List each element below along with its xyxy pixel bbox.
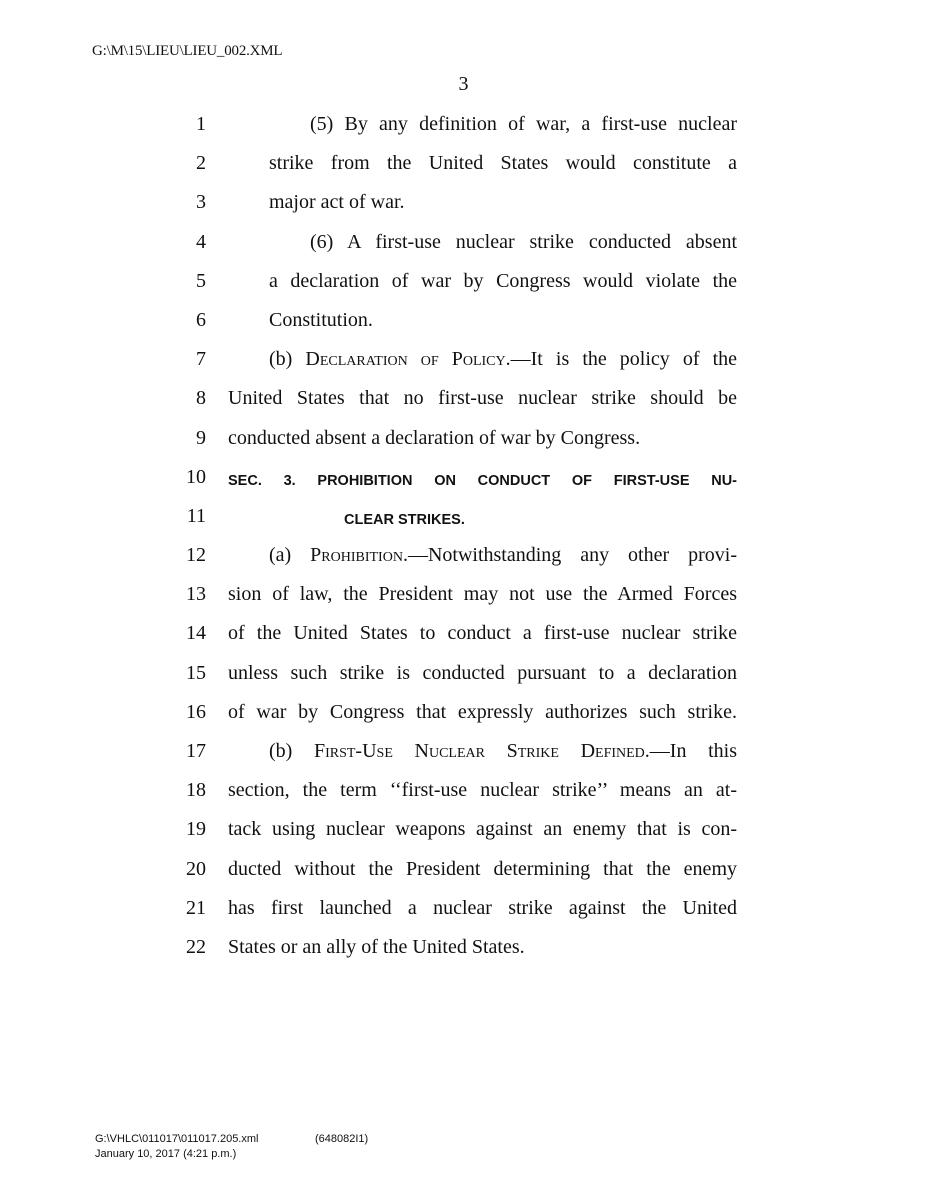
line-number: 14 bbox=[186, 622, 206, 645]
line-number: 15 bbox=[186, 661, 206, 684]
line-number: 22 bbox=[186, 935, 206, 958]
subsection-heading: Prohibition bbox=[310, 544, 403, 567]
bill-line bbox=[0, 300, 927, 339]
bill-line bbox=[0, 574, 927, 613]
bill-line bbox=[0, 222, 927, 261]
line-number: 4 bbox=[196, 230, 206, 253]
line-number: 6 bbox=[196, 308, 206, 331]
subsection-heading: First-Use Nuclear Strike Defined bbox=[313, 740, 645, 762]
line-number: 9 bbox=[196, 426, 206, 449]
footer-source-path: G:\VHLC\011017\011017.205.xml bbox=[95, 1133, 259, 1145]
subsection-text: .—In this bbox=[644, 740, 737, 762]
line-text: (5) By any definition of war, a first-use nuclear bbox=[310, 113, 737, 135]
line-text: Constitution. bbox=[269, 308, 373, 331]
line-number: 3 bbox=[196, 191, 206, 214]
line-text: United States that no first-use nuclear strike should be bbox=[228, 387, 737, 410]
bill-line bbox=[0, 418, 927, 457]
subsection-label: (b) bbox=[269, 740, 314, 762]
line-text: of war by Congress that expressly authorizes such strike. bbox=[228, 700, 737, 723]
line-number: 16 bbox=[186, 700, 206, 723]
bill-line bbox=[0, 261, 927, 300]
line-number: 19 bbox=[186, 818, 206, 841]
line-text: tack using nuclear weapons against an enemy that is con- bbox=[228, 818, 737, 841]
bill-line bbox=[0, 378, 927, 417]
line-text: section, the term ‘‘first-use nuclear strike’’ means an at- bbox=[228, 779, 737, 802]
line-number: 21 bbox=[186, 896, 206, 919]
bill-line bbox=[0, 731, 927, 770]
bill-line bbox=[0, 927, 927, 966]
page-number: 3 bbox=[458, 73, 469, 95]
section-heading: SEC. 3. PROHIBITION ON CONDUCT OF FIRST-USE NU- bbox=[228, 472, 737, 489]
bill-line bbox=[0, 535, 927, 574]
line-number: 17 bbox=[186, 740, 206, 762]
line-number: 18 bbox=[186, 779, 206, 802]
bill-text bbox=[0, 104, 927, 966]
bill-line bbox=[0, 770, 927, 809]
footer-doc-id: (648082I1) bbox=[315, 1133, 369, 1145]
bill-line bbox=[0, 849, 927, 888]
line-text: conducted absent a declaration of war by Congress. bbox=[228, 426, 641, 449]
footer-row bbox=[95, 1132, 368, 1147]
line-number: 1 bbox=[196, 113, 206, 135]
line-number: 11 bbox=[186, 504, 206, 527]
subsection-heading: Declaration of Policy bbox=[305, 348, 506, 371]
line-text: States or an ally of the United States. bbox=[228, 935, 525, 958]
line-number: 12 bbox=[186, 544, 206, 567]
line-number: 7 bbox=[196, 348, 206, 371]
section-heading: CLEAR STRIKES. bbox=[344, 511, 465, 528]
line-text: major act of war. bbox=[269, 191, 405, 214]
line-text: of the United States to conduct a first-use nuclear strike bbox=[228, 622, 737, 645]
line-text: has first launched a nuclear strike against the United bbox=[228, 896, 737, 919]
line-text: strike from the United States would constitute a bbox=[269, 152, 737, 175]
bill-line bbox=[0, 613, 927, 652]
line-number: 5 bbox=[196, 269, 206, 292]
footer-timestamp: January 10, 2017 (4:21 p.m.) bbox=[95, 1148, 237, 1160]
line-text bbox=[269, 543, 737, 567]
section-heading-line bbox=[0, 496, 927, 535]
line-text: unless such strike is conducted pursuant to a declaration bbox=[228, 661, 737, 684]
line-text bbox=[269, 347, 737, 371]
line-text bbox=[269, 739, 737, 763]
bill-line bbox=[0, 143, 927, 182]
line-number: 13 bbox=[186, 583, 206, 606]
bill-line bbox=[0, 653, 927, 692]
line-number: 10 bbox=[186, 465, 206, 488]
document-footer bbox=[95, 1132, 368, 1162]
subsection-text: .—Notwithstanding any other provi- bbox=[402, 544, 737, 567]
line-number: 20 bbox=[186, 857, 206, 880]
bill-line bbox=[0, 888, 927, 927]
line-text: sion of law, the President may not use the Armed Forces bbox=[228, 583, 737, 606]
section-heading-line bbox=[0, 457, 927, 496]
bill-line bbox=[0, 182, 927, 221]
bill-line bbox=[0, 692, 927, 731]
subsection-label: (a) bbox=[269, 544, 311, 567]
bill-line bbox=[0, 104, 927, 143]
line-number: 8 bbox=[196, 387, 206, 410]
subsection-text: .—It is the policy of the bbox=[505, 348, 738, 371]
line-number: 2 bbox=[196, 152, 206, 175]
subsection-label: (b) bbox=[269, 348, 306, 371]
file-path: G:\M\15\LIEU\LIEU_002.XML bbox=[92, 43, 283, 59]
line-text: a declaration of war by Congress would violate the bbox=[269, 269, 737, 292]
bill-line bbox=[0, 339, 927, 378]
bill-line bbox=[0, 809, 927, 848]
line-text: (6) A first-use nuclear strike conducted absent bbox=[310, 230, 737, 253]
line-text: ducted without the President determining that the enemy bbox=[228, 857, 737, 880]
